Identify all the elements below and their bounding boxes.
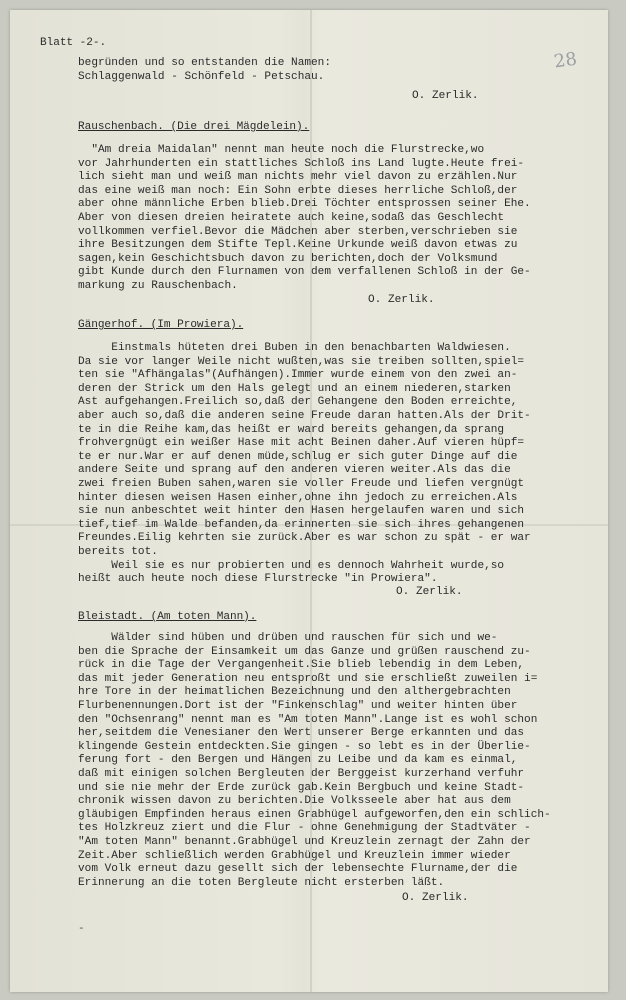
intro-block xyxy=(78,57,331,84)
document-page xyxy=(10,10,608,992)
text-line: Aber von diesen dreien heiratete auch keine,sodaß das Geschlecht xyxy=(78,211,505,224)
text-line: vom Volk erneut dazu gesellt sich der lebensechte Flurname,der die xyxy=(78,863,518,876)
section-body xyxy=(78,144,531,294)
text-line: andere Seite und sprang auf den anderen vieren weiter.Als das die xyxy=(78,464,511,477)
section-title: Bleistadt. (Am toten Mann). xyxy=(78,611,257,623)
stray-mark: - xyxy=(78,923,85,935)
text-line: Erinnerung an die toten Bergleute nicht ersterben läßt. xyxy=(78,876,445,889)
text-line: ferung fort - den Bergen und Hängen zu Leibe und da kam es einmal, xyxy=(78,754,518,767)
section-body xyxy=(78,632,551,890)
text-line: ben die Sprache der Einsamkeit um das Ganze und grüßen rauschend zu- xyxy=(78,645,531,658)
text-line: begründen und so entstanden die Namen: xyxy=(78,57,331,69)
text-line: tief,tief im Walde befanden,da erinnerten sie sich ihres gehangenen xyxy=(78,518,525,531)
text-line: markung zu Rauschenbach. xyxy=(78,279,238,292)
text-line: "Am toten Mann" benannt.Grabhügel und Kreuzlein zernagt der Zahn der xyxy=(78,835,531,848)
text-line: tes Holzkreuz ziert und die Flur - ohne Genehmigung der Stadtväter - xyxy=(78,822,531,835)
text-line: gibt Kunde durch den Flurnamen von dem verfallenen Schloß in der Ge- xyxy=(78,266,531,279)
text-line: Ast aufgehangen.Freilich so,daß der Gehangene den Boden erreichte, xyxy=(78,396,518,409)
text-line: Freundes.Eilig kehrten sie zurück.Aber es war schon zu spät - er war xyxy=(78,532,531,545)
folio-number: 28 xyxy=(552,48,579,73)
text-line: das eine weiß man noch: Ein Sohn erbte dieses herrliche Schloß,der xyxy=(78,184,518,197)
text-line: her,seitdem die Venesianer den Wert unserer Berge erkannten und das xyxy=(78,727,525,740)
section-body xyxy=(78,342,531,587)
text-line: frohvergnügt ein weißer Hase mit acht Beinen daher.Auf vieren hüpf= xyxy=(78,437,525,450)
signature: O. Zerlik. xyxy=(368,294,435,306)
text-line: ten sie "Afhängalas"(Aufhängen).Immer wurde einem von den zwei an- xyxy=(78,369,518,382)
text-line: zwei freien Buben sahen,waren sie voller Freude und liefen vergnügt xyxy=(78,477,525,490)
text-line: klingende Gestein entdeckten.Sie gingen - so lebt es in der Überlie- xyxy=(78,740,531,753)
text-line: daß mit einigen solchen Bergleuten der Berggeist kurzerhand verfuhr xyxy=(78,767,525,780)
text-line: und sie nie mehr der Erde zurück gab.Kein Bergbuch und keine Stadt- xyxy=(78,781,525,794)
text-line: aber auch so,daß die anderen seine Freude daran hatten.Als der Drit- xyxy=(78,409,531,422)
signature: O. Zerlik. xyxy=(396,586,463,598)
text-line: deren der Strick um den Hals gelegt und an einem niederen,starken xyxy=(78,382,511,395)
signature: O. Zerlik. xyxy=(402,892,469,904)
text-line: "Am dreia Maidalan" nennt man heute noch die Flurstrecke,wo xyxy=(78,144,485,156)
text-line: Zeit.Aber schließlich werden Grabhügel und Kreuzlein immer wieder xyxy=(78,849,511,862)
text-line: heißt auch heute noch diese Flurstrecke "in Prowiera". xyxy=(78,573,438,586)
text-line: bereits tot. xyxy=(78,545,158,558)
text-line: sagen,kein Geschichtsbuch davon zu berichten,doch der Volksmund xyxy=(78,252,498,265)
text-line: Wälder sind hüben und drüben und rauschen für sich und we- xyxy=(78,632,498,644)
text-line: te er nur.War er auf denen müde,schlug er sich guter Dinge auf die xyxy=(78,450,518,463)
text-line: vollkommen verfiel.Bevor die Mädchen aber sterben,verschrieben sie xyxy=(78,225,518,238)
text-line: vor Jahrhunderten ein stattliches Schloß ins Land lugte.Heute frei- xyxy=(78,157,525,170)
sheet-header: Blatt -2-. xyxy=(40,37,107,49)
text-line: chronik wissen davon zu berichten.Die Volksseele aber hat aus dem xyxy=(78,795,511,808)
text-line: aber ohne männliche Erben blieb.Drei Töchter entsprossen seiner Ehe. xyxy=(78,198,531,211)
text-line: das mit jeder Generation neu entsproßt und sie erschließt zuweilen i= xyxy=(78,672,538,685)
text-line: Weil sie es nur probierten und es dennoch Wahrheit wurde,so xyxy=(78,559,505,572)
signature: O. Zerlik. xyxy=(412,90,479,102)
text-line: Flurbenennungen.Dort ist der "Finkenschlag" und weiter hinten über xyxy=(78,699,518,712)
text-line: Da sie vor langer Weile nicht wußten,was sie treiben sollten,spiel= xyxy=(78,355,525,368)
text-line: hinter diesen weisen Hasen einher,ohne ihn jedoch zu erreichen.Als xyxy=(78,491,518,504)
text-line: Einstmals hüteten drei Buben in den benachbarten Waldwiesen. xyxy=(78,342,511,354)
text-line: ihre Besitzungen dem Stifte Tepl.Keine Urkunde weiß davon etwas zu xyxy=(78,239,518,252)
text-line: te in die Reihe kam,das heißt er ward bereits gehangen,da sprang xyxy=(78,423,505,436)
text-line: Schlaggenwald - Schönfeld - Petschau. xyxy=(78,70,325,83)
section-title: Rauschenbach. (Die drei Mägdelein). xyxy=(78,121,310,133)
text-line: sie nun anbeschtet weit hinter den Hasen hergelaufen waren und sich xyxy=(78,505,525,518)
section-title: Gängerhof. (Im Prowiera). xyxy=(78,319,244,331)
text-line: rück in die Tage der Vergangenheit.Sie blieb lebendig in dem Leben, xyxy=(78,659,525,672)
text-line: hre Tore in der heimatlichen Bezeichnung und den althergebrachten xyxy=(78,686,511,699)
text-line: gläubigen Empfinden heraus einen Grabhügel aufgeworfen,den ein schlich- xyxy=(78,808,551,821)
text-line: den "Ochsenrang" nennt man es "Am toten Mann".Lange ist es wohl schon xyxy=(78,713,538,726)
text-line: lich sieht man und weiß man nichts mehr viel davon zu erzählen.Nur xyxy=(78,171,518,184)
